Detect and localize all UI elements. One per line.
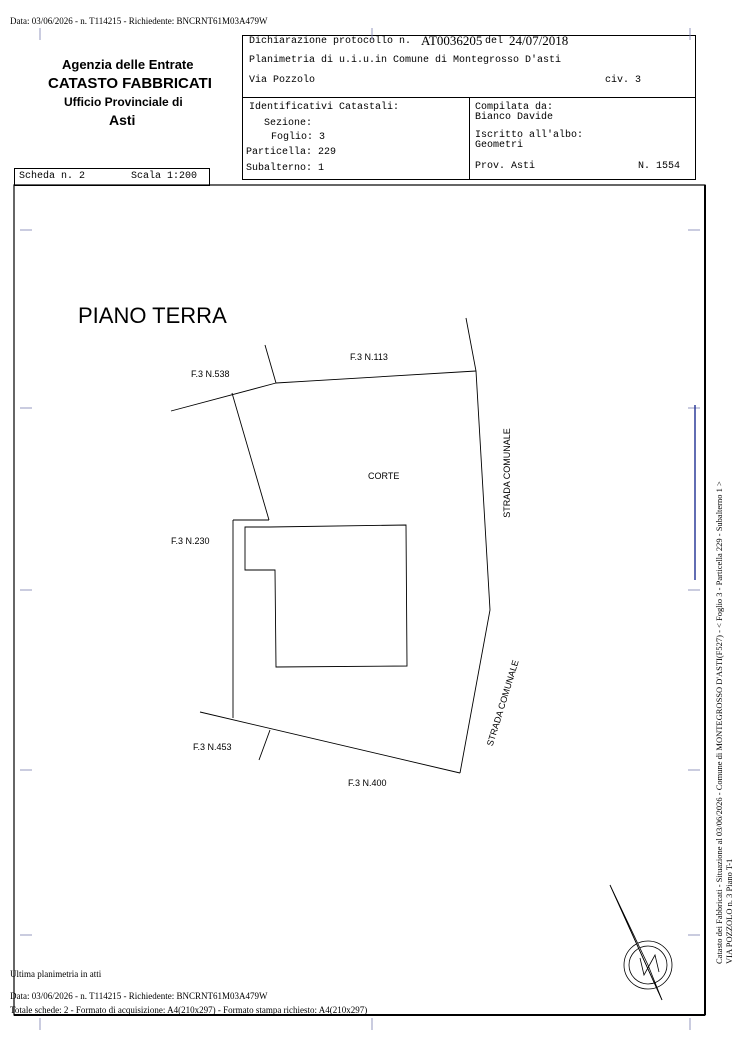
sezione: Sezione:: [264, 118, 313, 129]
registered-label: Iscritto all'albo:: [475, 130, 584, 141]
label-strada-1: STRADA COMUNALE: [501, 428, 512, 518]
plan-line: Planimetria di u.i.u.in Comune di Montegrosso D'asti: [249, 55, 562, 66]
scheda-number: Scheda n. 2: [19, 171, 86, 182]
label-f538: F.3 N.538: [191, 369, 230, 379]
agency-office: Ufficio Provinciale di: [64, 95, 183, 109]
label-f400: F.3 N.400: [348, 778, 387, 788]
protocol-del: del: [485, 36, 504, 47]
register-number: N. 1554: [638, 161, 681, 172]
protocol-date: 24/07/2018: [509, 33, 569, 48]
agency-city: Asti: [109, 112, 136, 128]
compiler-name: Bianco Davide: [475, 112, 554, 123]
request-info-top: Data: 03/06/2026 - n. T114215 - Richiedente: BNCRNT61M03A479W: [10, 16, 268, 26]
register-name: Geometri: [475, 140, 524, 151]
label-corte: CORTE: [368, 471, 400, 481]
floor-title: PIANO TERRA: [78, 303, 227, 328]
subalterno: Subalterno: 1: [246, 163, 325, 174]
label-f453: F.3 N.453: [193, 742, 232, 752]
agency-name: Agenzia delle Entrate: [62, 57, 194, 72]
scale: Scala 1:200: [131, 171, 198, 182]
province: Prov. Asti: [475, 161, 536, 172]
compiled-by-label: Compilata da:: [475, 102, 554, 113]
last-plan-note: Ultima planimetria in atti: [10, 969, 102, 979]
side-text-line-1: Catasto dei Fabbricati - Situazione al 03/06/2026 - Comune di MONTEGROSSO D'ASTI(F527) - < Foglio 3 - Particella 229 - Subalterno 1 >: [714, 481, 724, 964]
footer-request-info: Data: 03/06/2026 - n. T114215 - Richiedente: BNCRNT61M03A479W: [10, 991, 268, 1001]
particella: Particella: 229: [246, 147, 337, 158]
footer-format-info: Totale schede: 2 - Formato di acquisizione: A4(210x297) - Formato stampa richiesto: A4(210x297): [10, 1005, 368, 1015]
street: Via Pozzolo: [249, 75, 316, 86]
agency-department: CATASTO FABBRICATI: [48, 75, 212, 92]
civic-number: civ. 3: [605, 75, 642, 86]
building-outline: [245, 525, 407, 667]
protocol-number: AT0036205: [421, 33, 483, 48]
side-text-line-2: VIA POZZOLO n. 3 Piano T-1: [724, 858, 734, 964]
property-lines: [171, 318, 490, 773]
north-arrow-icon: [610, 885, 672, 1000]
foglio: Foglio: 3: [271, 132, 326, 143]
label-strada-2: STRADA COMUNALE: [484, 658, 521, 748]
label-f230: F.3 N.230: [171, 536, 210, 546]
identifiers-title: Identificativi Catastali:: [249, 102, 400, 113]
label-f113: F.3 N.113: [350, 352, 388, 362]
protocol-label: Dichiarazione protocollo n.: [249, 36, 412, 47]
registration-ticks: [20, 28, 700, 1030]
